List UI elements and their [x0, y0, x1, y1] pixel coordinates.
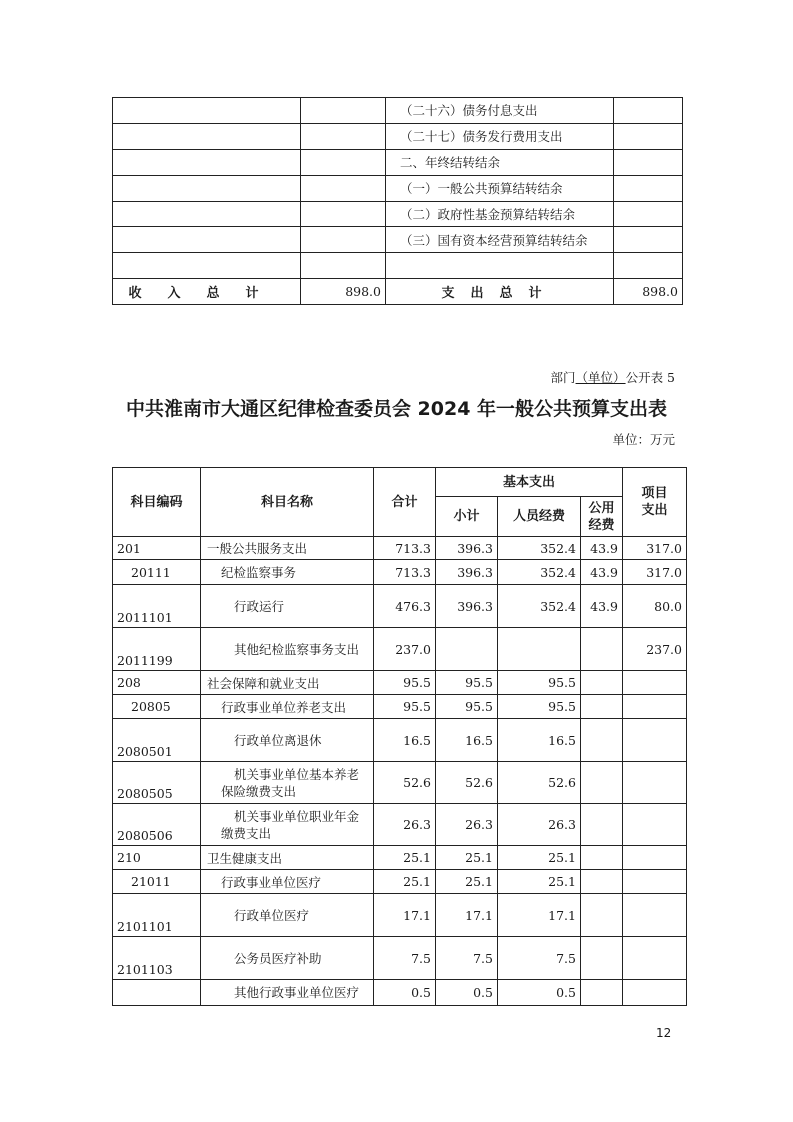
row-code: 2011101	[113, 585, 201, 628]
row-personnel: 352.4	[498, 560, 581, 585]
row-name-line1: 机关事业单位基本养老	[234, 766, 360, 782]
table-row	[113, 98, 683, 124]
table-reference-note	[551, 368, 675, 386]
row-personnel: 7.5	[498, 937, 581, 980]
table-row	[113, 695, 687, 719]
row-name: 公务员医疗补助	[201, 937, 374, 980]
expense-item-label	[386, 253, 614, 279]
row-code: 20111	[113, 560, 201, 585]
row-total: 0.5	[374, 980, 436, 1006]
row-personnel: 25.1	[498, 846, 581, 870]
row-subtotal: 396.3	[436, 560, 498, 585]
row-project	[623, 762, 687, 804]
row-total: 95.5	[374, 695, 436, 719]
row-personnel: 352.4	[498, 585, 581, 628]
row-name: 纪检监察事务	[201, 560, 374, 585]
row-total: 713.3	[374, 560, 436, 585]
row-code: 21011	[113, 870, 201, 894]
table-row	[113, 894, 687, 937]
expense-item-label: 二、年终结转结余	[386, 149, 614, 175]
income-total-value: 898.0	[301, 279, 386, 305]
table-row	[113, 671, 687, 695]
row-total: 95.5	[374, 671, 436, 695]
row-total: 237.0	[374, 628, 436, 671]
row-project: 317.0	[623, 560, 687, 585]
row-project	[623, 804, 687, 846]
row-name: 其他行政事业单位医疗	[201, 980, 374, 1006]
row-total: 7.5	[374, 937, 436, 980]
row-subtotal: 0.5	[436, 980, 498, 1006]
row-personnel: 95.5	[498, 671, 581, 695]
row-code: 210	[113, 846, 201, 870]
unit-note: 单位：万元	[612, 432, 675, 447]
row-public	[581, 894, 623, 937]
col-header-basic: 基本支出	[436, 468, 623, 497]
table-row	[113, 201, 683, 227]
row-name: 一般公共服务支出	[201, 537, 374, 560]
expense-total-value: 898.0	[614, 279, 683, 305]
row-public	[581, 719, 623, 762]
expense-item-label: （二十七）债务发行费用支出	[386, 123, 614, 149]
row-public	[581, 671, 623, 695]
row-code	[113, 980, 201, 1006]
row-code: 2080506	[113, 804, 201, 846]
row-subtotal: 396.3	[436, 585, 498, 628]
col-header-subtotal: 小计	[436, 497, 498, 537]
table-row	[113, 719, 687, 762]
row-name: 行政单位医疗	[201, 894, 374, 937]
income-total-label: 收入总计	[113, 279, 301, 305]
table-row	[113, 846, 687, 870]
row-subtotal: 25.1	[436, 846, 498, 870]
row-code: 2101103	[113, 937, 201, 980]
col-header-public	[581, 497, 623, 537]
row-personnel: 52.6	[498, 762, 581, 804]
row-public: 43.9	[581, 585, 623, 628]
totals-row	[113, 279, 683, 305]
row-name: 卫生健康支出	[201, 846, 374, 870]
income-expense-summary-table	[112, 97, 683, 305]
dept-unit: （单位）	[575, 370, 626, 385]
row-public: 43.9	[581, 560, 623, 585]
dept-prefix: 部门	[550, 370, 576, 385]
row-total: 52.6	[374, 762, 436, 804]
page-title: 中共淮南市大通区纪律检查委员会 2024 年一般公共预算支出表	[125, 398, 668, 420]
row-public	[581, 980, 623, 1006]
row-name	[201, 762, 374, 804]
row-name: 行政事业单位养老支出	[201, 695, 374, 719]
table-row	[113, 804, 687, 846]
table-row	[113, 628, 687, 671]
table-row	[113, 560, 687, 585]
table-row	[113, 175, 683, 201]
col-header-project-line2: 支出	[641, 503, 668, 518]
row-project: 80.0	[623, 585, 687, 628]
row-name: 行政事业单位医疗	[201, 870, 374, 894]
row-project	[623, 980, 687, 1006]
col-header-personnel: 人员经费	[498, 497, 581, 537]
row-subtotal: 7.5	[436, 937, 498, 980]
table-row	[113, 149, 683, 175]
row-project: 317.0	[623, 537, 687, 560]
row-name-line2: 缴费支出	[221, 825, 272, 841]
row-personnel	[498, 628, 581, 671]
row-subtotal	[436, 628, 498, 671]
row-personnel: 17.1	[498, 894, 581, 937]
expense-item-label: （二十六）债务付息支出	[386, 98, 614, 124]
row-name: 行政运行	[201, 585, 374, 628]
row-subtotal: 95.5	[436, 671, 498, 695]
expense-item-label: （三）国有资本经营预算结转结余	[386, 227, 614, 253]
table-row	[113, 227, 683, 253]
row-subtotal: 26.3	[436, 804, 498, 846]
row-code: 20805	[113, 695, 201, 719]
row-code: 201	[113, 537, 201, 560]
row-code: 2011199	[113, 628, 201, 671]
table-row	[113, 762, 687, 804]
header-row	[113, 468, 687, 497]
row-project	[623, 870, 687, 894]
row-subtotal: 396.3	[436, 537, 498, 560]
table-row	[113, 537, 687, 560]
row-personnel: 16.5	[498, 719, 581, 762]
row-total: 476.3	[374, 585, 436, 628]
expense-item-label: （二）政府性基金预算结转结余	[386, 201, 614, 227]
col-header-public-line1: 公用	[588, 500, 615, 516]
row-code: 2101101	[113, 894, 201, 937]
col-header-public-line2: 经费	[588, 517, 615, 533]
row-project	[623, 671, 687, 695]
row-public	[581, 937, 623, 980]
table-row	[113, 937, 687, 980]
row-subtotal: 52.6	[436, 762, 498, 804]
table-row	[113, 253, 683, 279]
row-name	[201, 804, 374, 846]
col-header-total: 合计	[374, 468, 436, 537]
row-name: 行政单位离退休	[201, 719, 374, 762]
col-header-name: 科目名称	[201, 468, 374, 537]
row-personnel: 95.5	[498, 695, 581, 719]
row-total: 713.3	[374, 537, 436, 560]
row-name-line1: 机关事业单位职业年金	[234, 808, 360, 824]
row-total: 26.3	[374, 804, 436, 846]
row-subtotal: 25.1	[436, 870, 498, 894]
row-name-line2: 保险缴费支出	[221, 783, 297, 799]
row-public	[581, 628, 623, 671]
col-header-project	[623, 468, 687, 537]
row-project	[623, 894, 687, 937]
row-project: 237.0	[623, 628, 687, 671]
row-project	[623, 937, 687, 980]
row-public	[581, 695, 623, 719]
general-budget-expense-table	[112, 467, 687, 1006]
row-public: 43.9	[581, 537, 623, 560]
row-total: 25.1	[374, 846, 436, 870]
row-total: 17.1	[374, 894, 436, 937]
page-number: 12	[656, 1026, 672, 1040]
row-total: 16.5	[374, 719, 436, 762]
row-personnel: 25.1	[498, 870, 581, 894]
row-subtotal: 16.5	[436, 719, 498, 762]
row-code: 2080501	[113, 719, 201, 762]
table-row	[113, 870, 687, 894]
row-public	[581, 762, 623, 804]
expense-item-label: （一）一般公共预算结转结余	[386, 175, 614, 201]
table-row	[113, 585, 687, 628]
col-header-code: 科目编码	[113, 468, 201, 537]
row-project	[623, 719, 687, 762]
row-name: 社会保障和就业支出	[201, 671, 374, 695]
dept-suffix: 公开表 5	[625, 370, 675, 385]
row-public	[581, 870, 623, 894]
table-row	[113, 980, 687, 1006]
row-name: 其他纪检监察事务支出	[201, 628, 374, 671]
row-subtotal: 95.5	[436, 695, 498, 719]
col-header-project-line1: 项目	[641, 486, 668, 501]
row-project	[623, 695, 687, 719]
row-code: 2080505	[113, 762, 201, 804]
row-public	[581, 846, 623, 870]
row-personnel: 26.3	[498, 804, 581, 846]
table-row	[113, 123, 683, 149]
row-personnel: 352.4	[498, 537, 581, 560]
row-subtotal: 17.1	[436, 894, 498, 937]
row-total: 25.1	[374, 870, 436, 894]
row-code: 208	[113, 671, 201, 695]
row-project	[623, 846, 687, 870]
row-personnel: 0.5	[498, 980, 581, 1006]
row-public	[581, 804, 623, 846]
expense-total-label: 支出总计	[386, 279, 614, 305]
